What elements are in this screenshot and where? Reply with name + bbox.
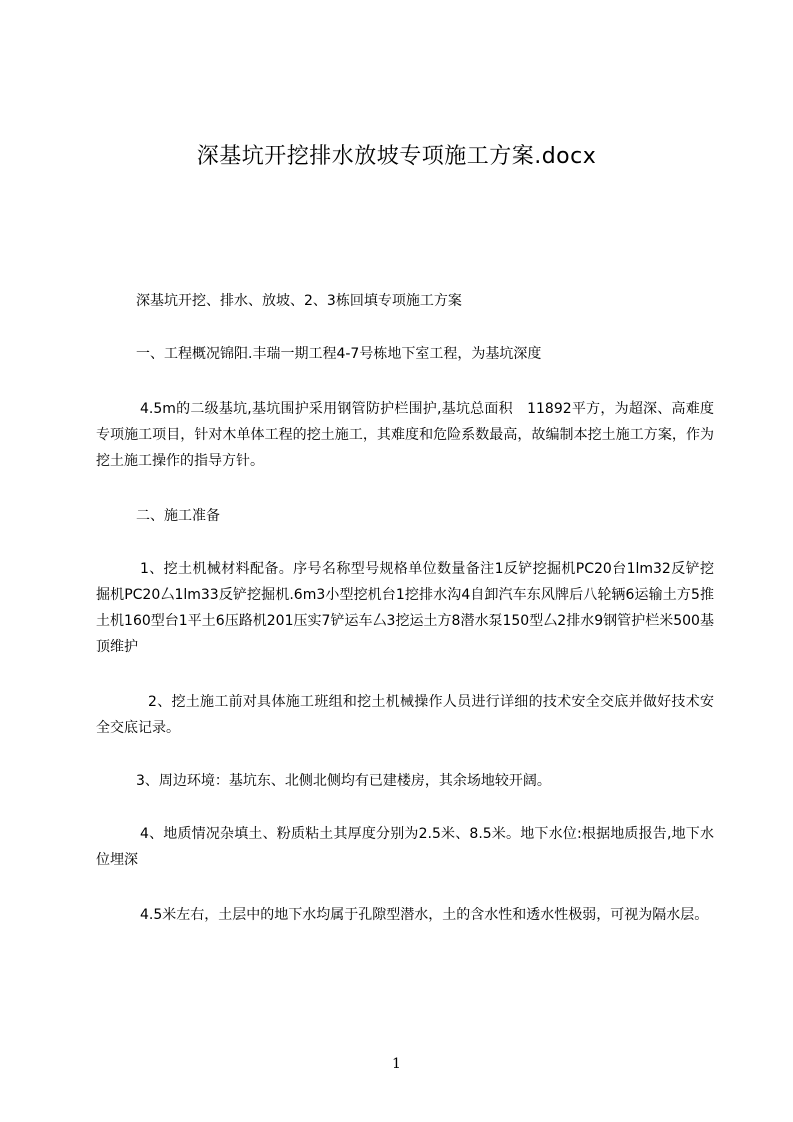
paragraph-geology: 4、地质情况杂填土、粉质粘土其厚度分别为2.5米、8.5米。地下水位:根据地质报告,地下水位埋深 [96,826,714,868]
paragraph-heading-preparation: 二、施工准备 [136,508,220,524]
paragraph-subtitle: 深基坑开挖、排水、放坡、2、3栋回填专项施工方案 [136,293,462,309]
page-number: 1 [392,1056,401,1072]
document-title: 深基坑开挖排水放坡专项施工方案.docx [196,144,597,169]
paragraph-project-overview: 一、工程概况锦阳.丰瑞一期工程4-7号栋地下室工程，为基坑深度 [136,346,542,362]
paragraph-pit-description: 4.5m的二级基坑,基坑围护采用钢管防护栏围护,基坑总面积 11892平方，为超深、高难度专项施工项目，针对木单体工程的挖土施工，其难度和危险系数最高，故编制本挖土施工方案，作为挖土施工操作的指导方针。 [96,401,714,469]
paragraph-surroundings: 3、周边环境：基坑东、北侧北侧均有已建楼房，其余场地较开阔。 [136,773,551,789]
paragraph-safety-briefing: 2、挖土施工前对具体施工班组和挖土机械操作人员进行详细的技术安全交底并做好技术安全交底记录。 [96,694,714,736]
paragraph-groundwater: 4.5米左右，土层中的地下水均属于孔隙型潜水，土的含水性和透水性极弱，可视为隔水层。 [140,907,709,923]
paragraph-machinery-list: 1、挖土机械材料配备。序号名称型号规格单位数量备注1反铲挖掘机PC20台1lm32反铲挖掘机PC20厶1lm33反铲挖掘机.6m3小型挖机台1挖排水沟4自卸汽车东风牌后八轮辆6运输土方5推土机160型台1平土6压路机201压实7铲运车厶3挖运土方8潜水泵150型厶2排水9钢管护栏米500基顶维护 [96,561,714,655]
